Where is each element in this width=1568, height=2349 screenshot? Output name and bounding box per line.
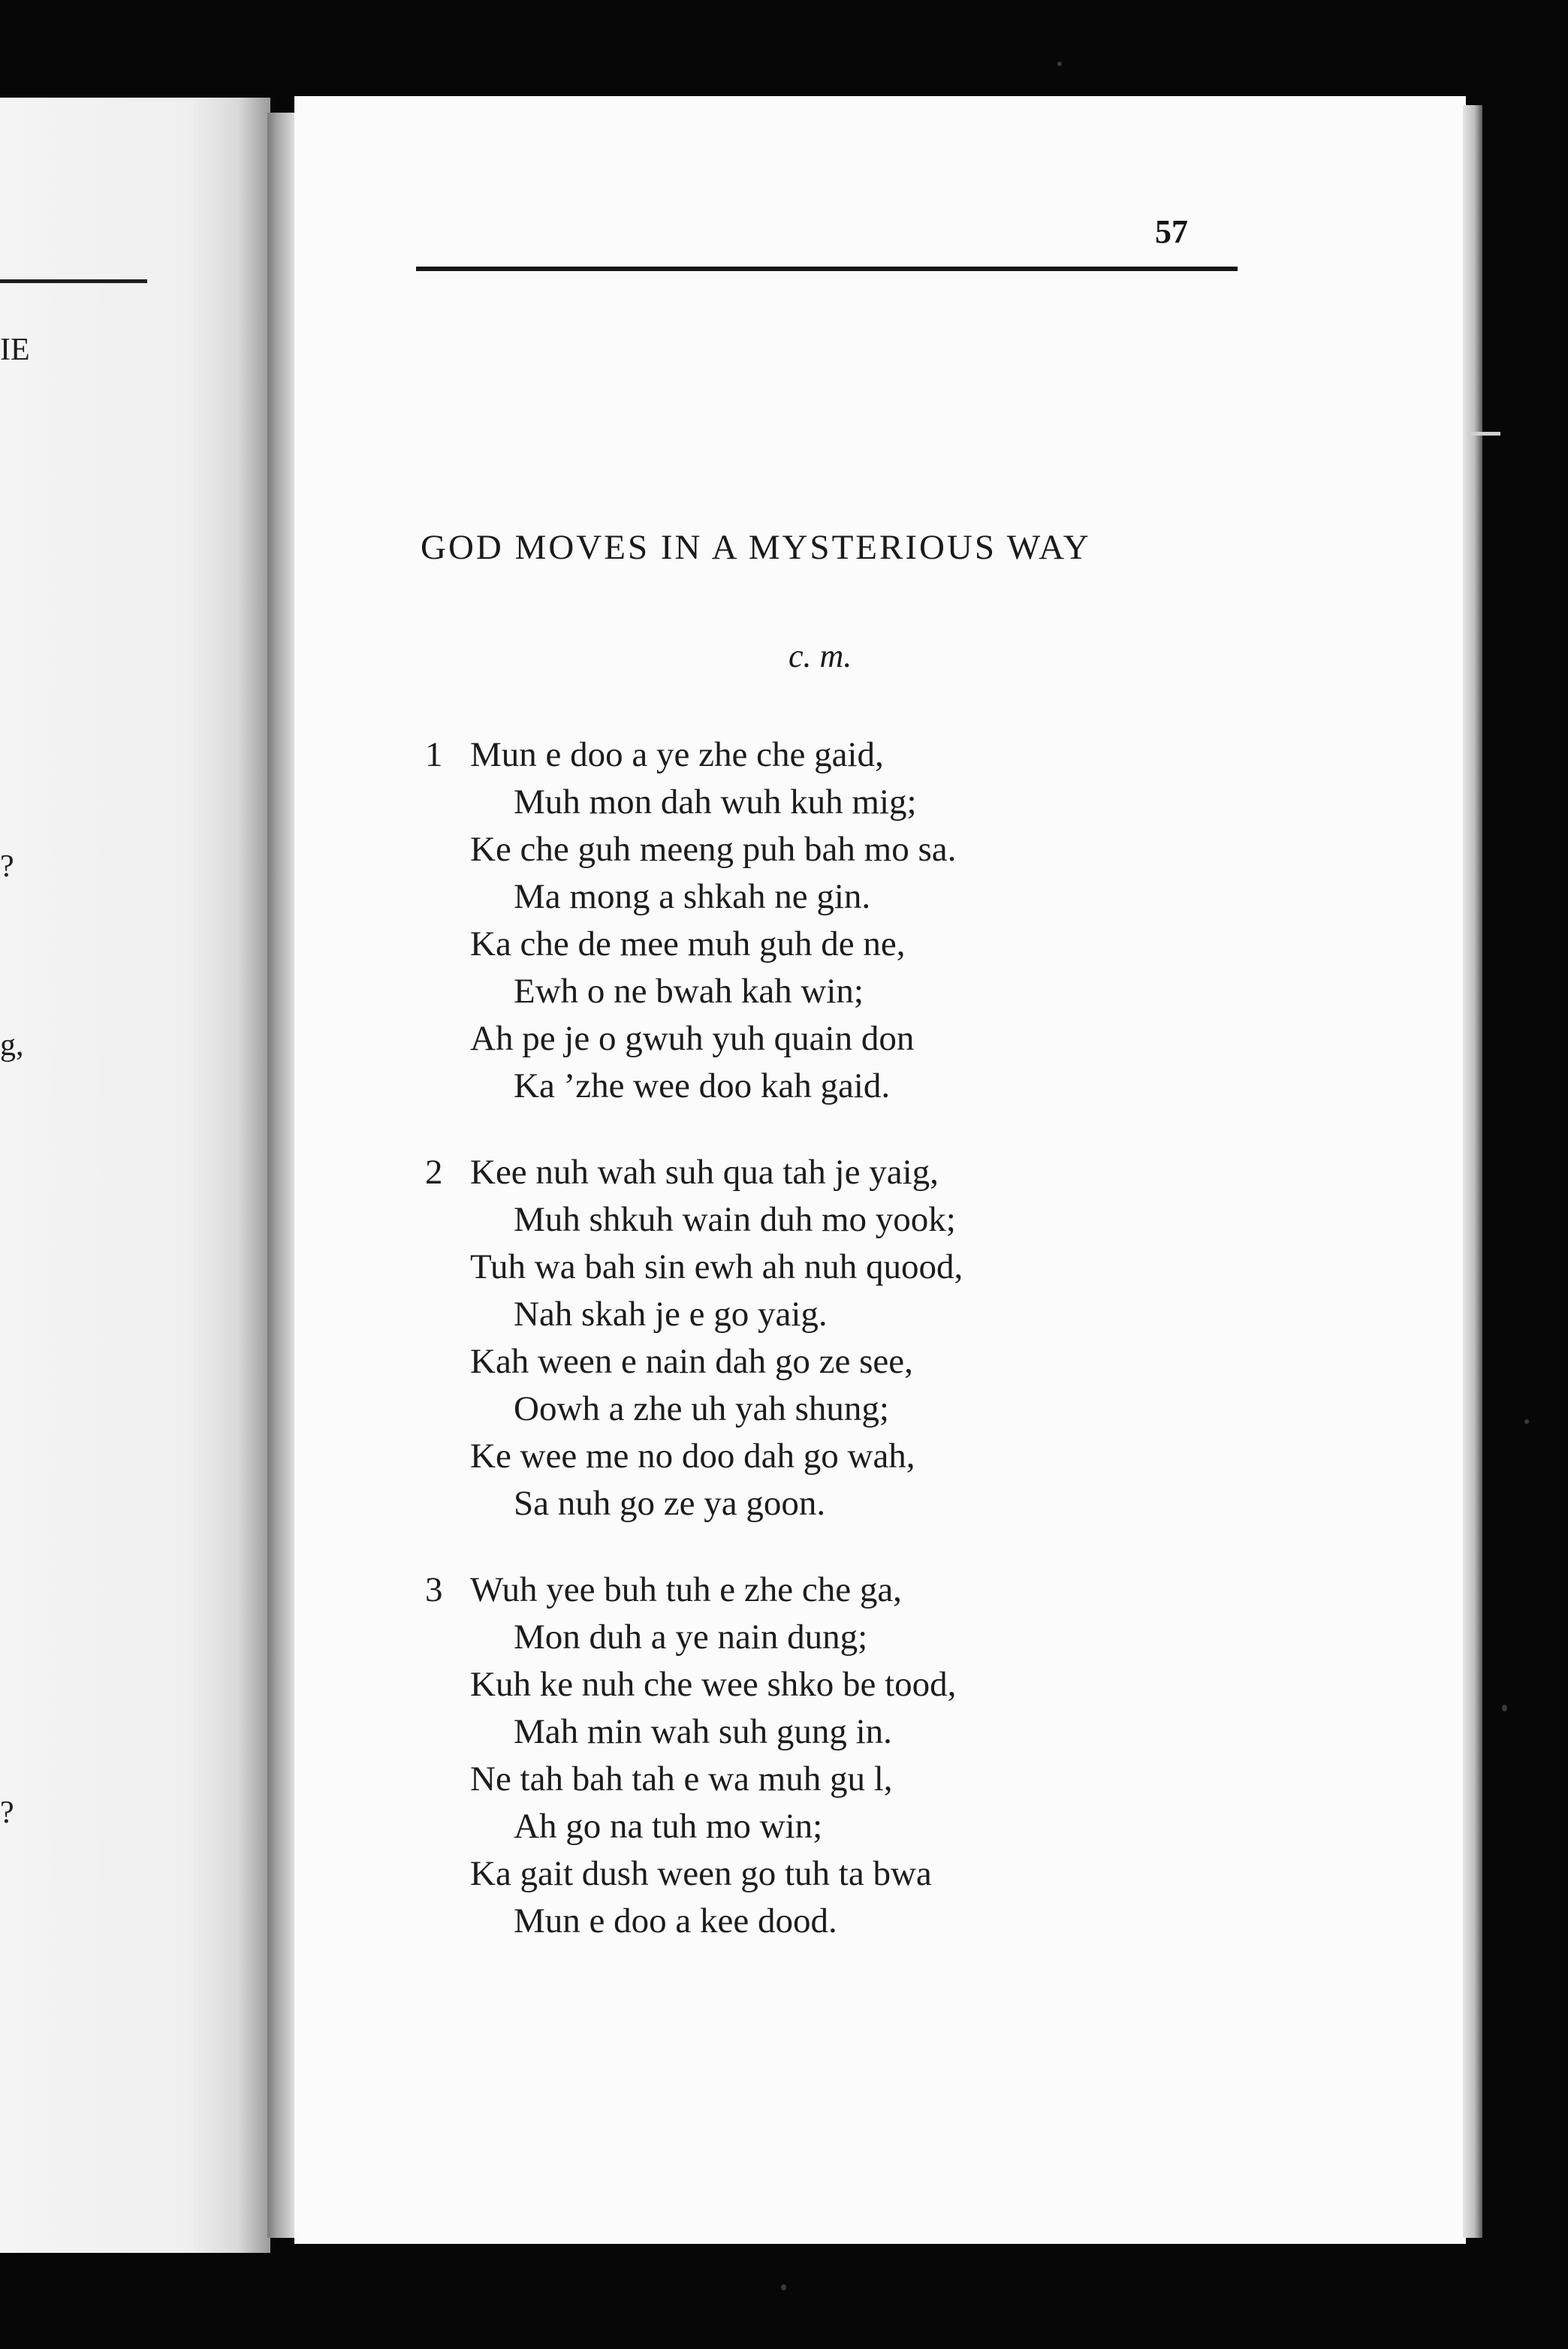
verse-line: Ah go na tuh mo win; bbox=[514, 1807, 823, 1846]
stanza-1 bbox=[425, 731, 1251, 1110]
stanza-line bbox=[425, 779, 1251, 826]
stanza-line bbox=[425, 1480, 1251, 1527]
hymn-meter: c. m. bbox=[789, 638, 852, 674]
stanza-line bbox=[425, 1386, 1251, 1433]
verse-line: Ah pe je o gwuh yuh quain don bbox=[470, 1019, 915, 1058]
stanza-line bbox=[425, 1614, 1251, 1661]
verse-line: Mon duh a ye nain dung; bbox=[514, 1618, 868, 1657]
stanza-line bbox=[425, 1338, 1251, 1386]
verse-line: Ka che de mee muh guh de ne, bbox=[470, 924, 906, 963]
stanza-line bbox=[425, 1196, 1251, 1244]
scan-speck bbox=[1502, 1705, 1507, 1711]
stanza-line bbox=[425, 826, 1251, 873]
stanza-line bbox=[425, 1850, 1251, 1898]
verse-line: Ne tah bah tah e wa muh gu l, bbox=[470, 1759, 893, 1799]
book-gutter bbox=[267, 113, 297, 2238]
scan-speck bbox=[1524, 1419, 1529, 1424]
header-rule bbox=[416, 267, 1238, 271]
verse-line: Muh mon dah wuh kuh mig; bbox=[514, 782, 917, 822]
verse-line: Ma mong a shkah ne gin. bbox=[514, 877, 871, 916]
facing-page-fragment: ? bbox=[0, 1796, 14, 1830]
facing-page-fragment: g, bbox=[0, 1028, 24, 1063]
stanza-line bbox=[425, 1803, 1251, 1850]
facing-page bbox=[0, 98, 270, 2253]
stanza-line bbox=[425, 873, 1251, 921]
verse-line: Kah ween e nain dah go ze see, bbox=[470, 1342, 913, 1381]
verse-line: Mah min wah suh gung in. bbox=[514, 1712, 892, 1751]
facing-page-rule bbox=[0, 279, 147, 283]
stanza-number: 3 bbox=[425, 1570, 443, 1609]
stanza-2 bbox=[425, 1149, 1251, 1527]
verse-line: Ke wee me no doo dah go wah, bbox=[470, 1437, 915, 1476]
stanza-line bbox=[425, 1433, 1251, 1480]
stanza-line bbox=[425, 968, 1251, 1015]
stanza-number: 1 bbox=[425, 735, 443, 774]
verse-line: Mun e doo a kee dood. bbox=[514, 1901, 837, 1940]
verse-line: Ka gait dush ween go tuh ta bwa bbox=[470, 1854, 932, 1893]
stanza-3 bbox=[425, 1567, 1251, 1945]
page-edge-mark bbox=[1467, 432, 1500, 436]
scan-speck bbox=[781, 2284, 786, 2290]
verse-line: Oowh a zhe uh yah shung; bbox=[514, 1389, 889, 1428]
stanza-line bbox=[425, 1015, 1251, 1063]
verse-line: Kuh ke nuh che wee shko be tood, bbox=[470, 1665, 957, 1704]
verse-line: Ka ’zhe wee doo kah gaid. bbox=[514, 1066, 891, 1105]
page-number: 57 bbox=[1155, 213, 1188, 250]
verse-line: Ke che guh meeng puh bah mo sa. bbox=[470, 830, 957, 869]
stanza-line bbox=[425, 1756, 1251, 1803]
page-edge bbox=[1463, 105, 1482, 2238]
stanza-line bbox=[425, 1149, 1251, 1196]
stanza-line bbox=[425, 921, 1251, 968]
scan-speck bbox=[1057, 62, 1062, 66]
stanza-line bbox=[425, 1898, 1251, 1945]
stanza-number: 2 bbox=[425, 1153, 443, 1192]
facing-page-fragment: IE bbox=[0, 333, 30, 367]
verse-line: Kee nuh wah suh qua tah je yaig, bbox=[470, 1153, 939, 1192]
verse-line: Ewh o ne bwah kah win; bbox=[514, 972, 864, 1011]
hymn-title: GOD MOVES IN A MYSTERIOUS WAY bbox=[421, 528, 1091, 567]
stanza-line bbox=[425, 1063, 1251, 1110]
stanza-line bbox=[425, 731, 1251, 779]
facing-page-fragment: ? bbox=[0, 849, 14, 884]
stanza-line bbox=[425, 1567, 1251, 1614]
verse-line: Wuh yee buh tuh e zhe che ga, bbox=[470, 1570, 902, 1609]
stanza-line bbox=[425, 1708, 1251, 1756]
stanza-line bbox=[425, 1291, 1251, 1338]
verse-line: Nah skah je e go yaig. bbox=[514, 1295, 828, 1334]
verse-line: Muh shkuh wain duh mo yook; bbox=[514, 1200, 956, 1239]
stanza-line bbox=[425, 1661, 1251, 1708]
verse-line: Tuh wa bah sin ewh ah nuh quood, bbox=[470, 1247, 963, 1286]
verse-line: Mun e doo a ye zhe che gaid, bbox=[470, 735, 884, 774]
stanza-line bbox=[425, 1244, 1251, 1291]
verse-line: Sa nuh go ze ya goon. bbox=[514, 1484, 826, 1523]
